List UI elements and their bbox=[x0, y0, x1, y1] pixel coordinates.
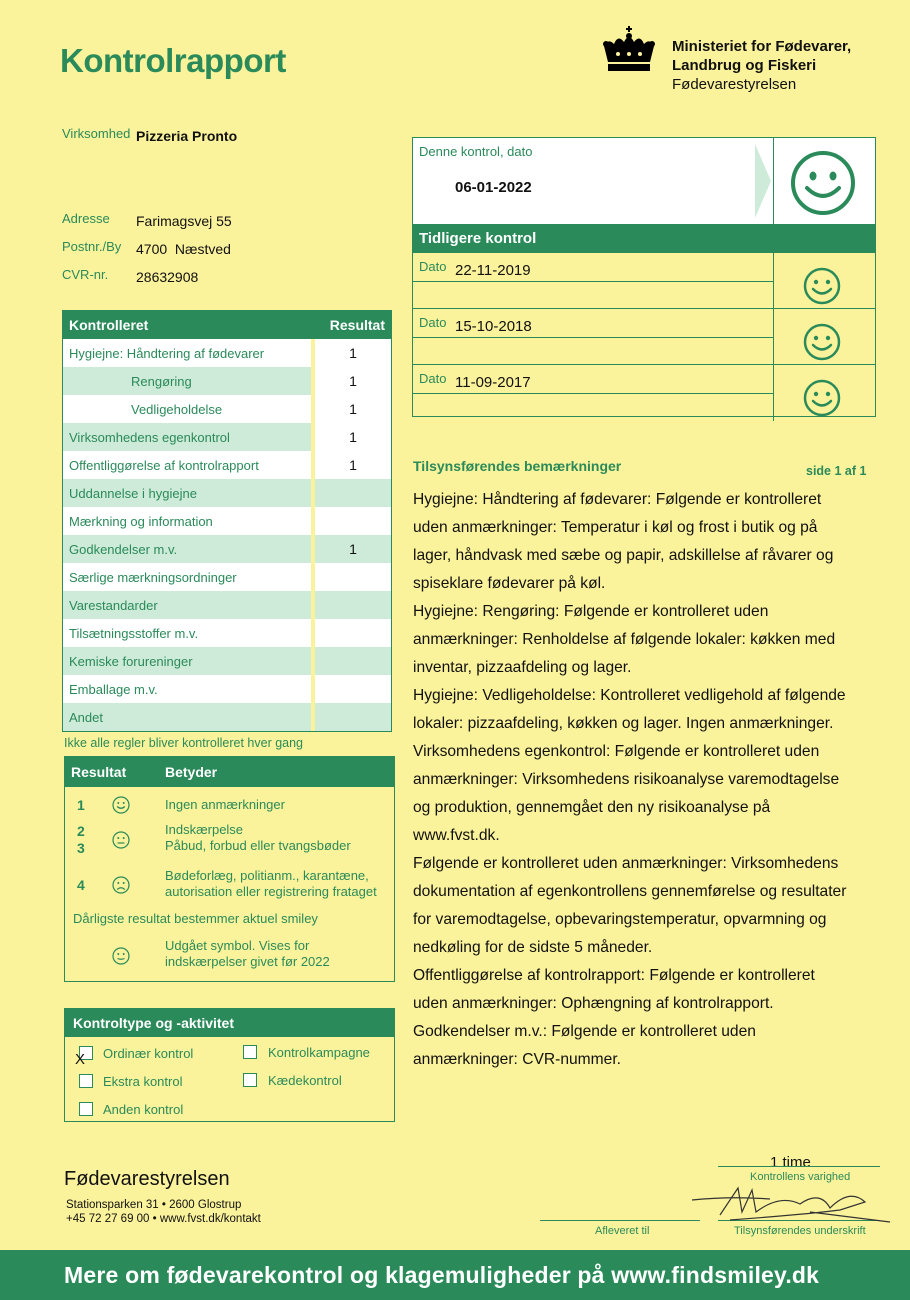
ekstra-label: Ekstra kontrol bbox=[103, 1074, 183, 1089]
row-label: Varestandarder bbox=[69, 597, 158, 613]
table-row bbox=[63, 563, 391, 591]
remark-line: Hygiejne: Håndtering af fødevarer: Følgende er kontrolleret bbox=[413, 491, 822, 508]
legend-resultat-header: Resultat bbox=[71, 764, 127, 780]
legend-text-4b: autorisation eller registrering frataget bbox=[165, 884, 377, 899]
row-label: Mærkning og information bbox=[69, 513, 213, 529]
current-kontrol-box bbox=[413, 138, 773, 224]
current-kontrol-date: 06-01-2022 bbox=[455, 179, 532, 196]
ordinaer-check-mark: X bbox=[75, 1051, 86, 1068]
remark-line: Offentliggørelse af kontrolrapport: Følgende er kontrolleret bbox=[413, 967, 815, 984]
remark-line: og produktion, gennemgået den ny risikoanalyse på bbox=[413, 799, 771, 816]
virksomhed-value: Pizzeria Pronto bbox=[136, 128, 238, 144]
sad-smiley-icon bbox=[112, 876, 130, 894]
signature-label: Tilsynsførendes underskrift bbox=[734, 1225, 866, 1237]
findsmiley-banner[interactable]: Mere om fødevarekontrol og klagemuligheder på www.findsmiley.dk bbox=[0, 1250, 910, 1300]
cvr-value: 28632908 bbox=[136, 269, 199, 285]
row-label: Kemiske forureninger bbox=[69, 653, 193, 669]
tidligere-kontrol-header: Tidligere kontrol bbox=[413, 224, 875, 252]
row-result bbox=[311, 647, 391, 675]
remark-line: dokumentation af egenkontrollens gennemførelse og resultater bbox=[413, 883, 847, 900]
row-label: Særlige mærkningsordninger bbox=[69, 569, 237, 585]
legend-text-3: Påbud, forbud eller tvangsbøder bbox=[165, 838, 351, 853]
remark-line: nedkøling for de sidste 5 måneder. bbox=[413, 939, 653, 956]
kampagne-label: Kontrolkampagne bbox=[268, 1045, 370, 1060]
legend-text-4a: Bødeforlæg, politianm., karantæne, bbox=[165, 868, 369, 883]
kontroltype-header: Kontroltype og -aktivitet bbox=[65, 1009, 394, 1037]
previous-happy-smiley-icon bbox=[803, 379, 841, 417]
row-result: 1 bbox=[311, 395, 391, 423]
previous-date: 11-09-2017 bbox=[455, 374, 531, 391]
remark-line: inventar, pizzaafdeling og lager. bbox=[413, 659, 632, 676]
duration-value: 1 time bbox=[770, 1154, 811, 1171]
remark-line: uden anmærkninger: Temperatur i køl og frost i butik og på bbox=[413, 519, 818, 536]
legend-text-2: Indskærpelse bbox=[165, 822, 244, 837]
remarks-title: Tilsynsførendes bemærkninger bbox=[413, 458, 622, 474]
neutral-smiley-icon bbox=[112, 831, 130, 849]
legend-num-2: 2 bbox=[77, 823, 85, 839]
row-result bbox=[311, 479, 391, 507]
row-label: Uddannelse i hygiejne bbox=[69, 485, 197, 501]
previous-date-label: Dato bbox=[419, 371, 447, 386]
remark-line: anmærkninger: Virksomhedens risikoanalyse varemodtagelse bbox=[413, 771, 840, 788]
legend-num-1: 1 bbox=[77, 797, 85, 813]
legend-header bbox=[65, 757, 394, 787]
row-label: Rengøring bbox=[131, 373, 192, 389]
table-row bbox=[63, 619, 391, 647]
row-label: Andet bbox=[69, 709, 103, 725]
duration-label: Kontrollens varighed bbox=[750, 1171, 851, 1183]
kontrol-table-header bbox=[63, 311, 391, 339]
postnr-value: 4700 Næstved bbox=[136, 241, 231, 257]
row-label: Godkendelser m.v. bbox=[69, 541, 178, 557]
arrow-icon bbox=[753, 142, 773, 220]
table-row bbox=[63, 535, 391, 563]
ministry-line2: Landbrug og Fiskeri bbox=[672, 57, 817, 74]
previous-date: 15-10-2018 bbox=[455, 318, 532, 335]
remark-line: anmærkninger: CVR-nummer. bbox=[413, 1051, 621, 1068]
table-row bbox=[63, 591, 391, 619]
remark-line: Virksomhedens egenkontrol: Følgende er kontrolleret uden bbox=[413, 743, 820, 760]
remarks-text bbox=[413, 486, 873, 1074]
kontrol-note: Ikke alle regler bliver kontrolleret hver gang bbox=[64, 736, 304, 750]
current-kontrol-label: Denne kontrol, dato bbox=[419, 144, 533, 159]
remark-line: www.fvst.dk. bbox=[413, 827, 500, 844]
remarks-page: side 1 af 1 bbox=[806, 464, 867, 478]
ministry-line1: Ministeriet for Fødevarer, bbox=[672, 38, 852, 55]
kontrolleret-header: Kontrolleret bbox=[69, 317, 149, 333]
row-label: Tilsætningsstoffer m.v. bbox=[69, 625, 199, 641]
remark-line: for varemodtagelse, opbevaringstemperatur, opvarmning og bbox=[413, 911, 827, 928]
legend-text-1: Ingen anmærkninger bbox=[165, 797, 285, 812]
previous-date-label: Dato bbox=[419, 315, 447, 330]
anden-label: Anden kontrol bbox=[103, 1102, 184, 1117]
row-label: Virksomhedens egenkontrol bbox=[69, 429, 230, 445]
postnr-label: Postnr./By bbox=[62, 239, 122, 254]
previous-date-label: Dato bbox=[419, 259, 447, 274]
virksomhed-label: Virksomhed bbox=[62, 126, 131, 141]
adresse-value: Farimagsvej 55 bbox=[136, 213, 232, 229]
row-label: Emballage m.v. bbox=[69, 681, 158, 697]
table-row bbox=[63, 479, 391, 507]
previous-kontrol-row bbox=[413, 252, 875, 308]
crown-logo-icon bbox=[600, 24, 658, 74]
page-title: Kontrolrapport bbox=[60, 42, 286, 79]
row-result bbox=[311, 703, 391, 731]
row-result bbox=[311, 591, 391, 619]
row-result bbox=[311, 507, 391, 535]
row-result bbox=[311, 563, 391, 591]
row-result bbox=[311, 619, 391, 647]
row-result: 1 bbox=[311, 367, 391, 395]
previous-happy-smiley-icon bbox=[803, 323, 841, 361]
table-row bbox=[63, 675, 391, 703]
signature-image bbox=[690, 1182, 895, 1224]
result-legend bbox=[64, 756, 395, 982]
remark-line: spiseklare fødevarer på køl. bbox=[413, 575, 606, 592]
remark-line: Godkendelser m.v.: Følgende er kontrolleret uden bbox=[413, 1023, 756, 1040]
kontrol-dates-panel bbox=[412, 137, 876, 417]
row-label: Vedligeholdelse bbox=[131, 401, 223, 417]
resultat-header: Resultat bbox=[329, 317, 385, 333]
table-row bbox=[63, 423, 391, 451]
previous-date: 22-11-2019 bbox=[455, 262, 531, 279]
retired-smiley-icon bbox=[112, 947, 130, 965]
table-row bbox=[63, 451, 391, 479]
afleveret-label: Afleveret til bbox=[595, 1225, 650, 1237]
row-label: Hygiejne: Håndtering af fødevarer bbox=[69, 345, 265, 361]
kaede-label: Kædekontrol bbox=[268, 1073, 342, 1088]
current-smiley-box bbox=[773, 138, 875, 224]
table-row bbox=[63, 339, 391, 367]
footer-contact: +45 72 27 69 00 • www.fvst.dk/kontakt bbox=[66, 1213, 261, 1225]
table-row bbox=[63, 647, 391, 675]
ordinaer-label: Ordinær kontrol bbox=[103, 1046, 194, 1061]
row-result: 1 bbox=[311, 535, 391, 563]
footer-agency: Fødevarestyrelsen bbox=[64, 1168, 230, 1190]
remark-line: anmærkninger: Renholdelse af følgende lokaler: køkken med bbox=[413, 631, 836, 648]
happy-smiley-icon bbox=[112, 796, 130, 814]
row-result: 1 bbox=[311, 339, 391, 367]
table-row bbox=[63, 367, 391, 395]
legend-text-5b: indskærpelser givet før 2022 bbox=[165, 954, 330, 969]
row-result: 1 bbox=[311, 451, 391, 479]
legend-num-3: 3 bbox=[77, 840, 85, 856]
remark-line: Hygiejne: Vedligeholdelse: Kontrolleret vedligehold af følgende bbox=[413, 687, 846, 704]
legend-num-4: 4 bbox=[77, 877, 85, 893]
agency-name: Fødevarestyrelsen bbox=[672, 76, 797, 93]
table-row bbox=[63, 703, 391, 731]
table-row bbox=[63, 507, 391, 535]
previous-kontrol-row bbox=[413, 308, 875, 364]
row-result: 1 bbox=[311, 423, 391, 451]
ministry-name bbox=[672, 37, 851, 94]
remark-line: Hygiejne: Rengøring: Følgende er kontrolleret uden bbox=[413, 603, 769, 620]
table-row bbox=[63, 395, 391, 423]
current-happy-smiley-icon bbox=[790, 150, 856, 216]
row-label: Offentliggørelse af kontrolrapport bbox=[69, 457, 259, 473]
adresse-label: Adresse bbox=[62, 211, 110, 226]
remark-line: Følgende er kontrolleret uden anmærkninger: Virksomhedens bbox=[413, 855, 839, 872]
footer-address: Stationsparken 31 • 2600 Glostrup bbox=[66, 1199, 242, 1211]
legend-worst-note: Dårligste resultat bestemmer aktuel smiley bbox=[73, 911, 318, 926]
previous-happy-smiley-icon bbox=[803, 267, 841, 305]
row-result bbox=[311, 675, 391, 703]
ekstra-checkbox[interactable] bbox=[79, 1074, 93, 1088]
legend-text-5a: Udgået symbol. Vises for bbox=[165, 938, 310, 953]
previous-kontrol-row bbox=[413, 364, 875, 420]
anden-checkbox[interactable] bbox=[79, 1102, 93, 1116]
remark-line: lokaler: pizzaafdeling, køkken og lager. Ingen anmærkninger. bbox=[413, 715, 834, 732]
cvr-label: CVR-nr. bbox=[62, 267, 109, 282]
remark-line: lager, håndvask med sæbe og papir, adskillelse af råvarer og bbox=[413, 547, 834, 564]
remark-line: uden anmærkninger: Ophængning af kontrolrapport. bbox=[413, 995, 774, 1012]
kontrol-table bbox=[62, 310, 392, 732]
kaede-checkbox[interactable] bbox=[243, 1073, 257, 1087]
legend-betyder-header: Betyder bbox=[165, 764, 218, 780]
kampagne-checkbox[interactable] bbox=[243, 1045, 257, 1059]
kontroltype-box bbox=[64, 1008, 395, 1122]
